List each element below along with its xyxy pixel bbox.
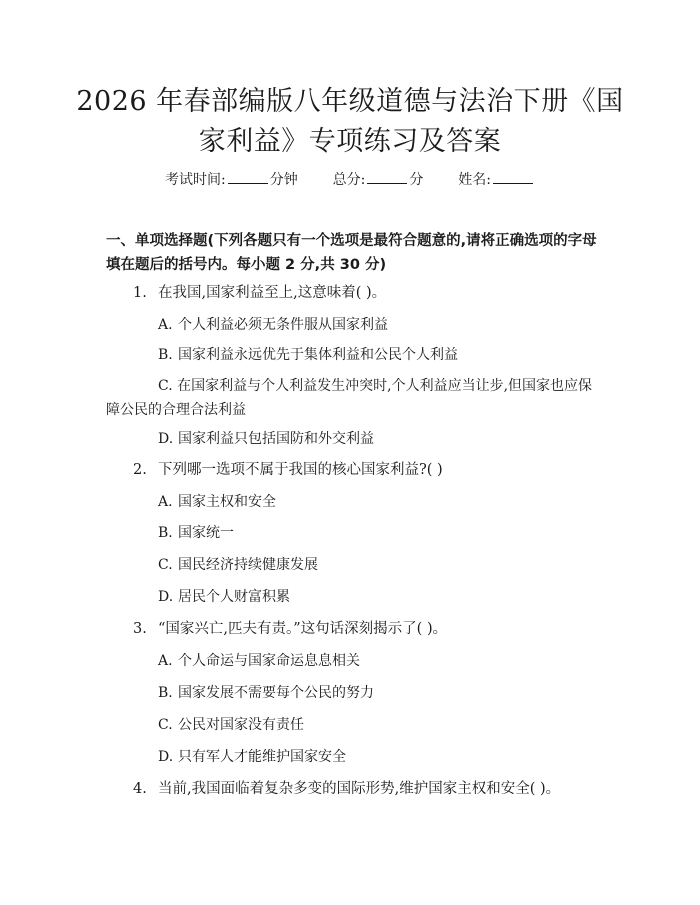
- option-3a: [158, 649, 360, 673]
- time-blank: [228, 169, 268, 184]
- option-text: 国家利益只包括国防和外交利益: [178, 431, 374, 447]
- question-number: 1.: [133, 285, 147, 301]
- option-2c: [158, 553, 318, 577]
- option-text: 国民经济持续健康发展: [178, 557, 318, 573]
- option-1a: [158, 313, 388, 337]
- option-2d: [158, 585, 290, 609]
- option-text: 国家统一: [178, 525, 234, 541]
- page-title-line-1: 2026 年春部编版八年级道德与法治下册《国: [76, 86, 624, 117]
- time-label: 考试时间:: [165, 172, 226, 188]
- option-letter: C.: [158, 378, 173, 394]
- question-text: 当前,我国面临着复杂多变的国际形势,维护国家主权和安全( )。: [158, 781, 561, 797]
- question-text: 下列哪一选项不属于我国的核心国家利益?( ): [158, 462, 443, 478]
- option-2b: [158, 521, 234, 545]
- section-heading: 一、单项选择题(下列各题只有一个选项是最符合题意的,请将正确选项的字母填在题后的括号内。每小题 2 分,共 30 分): [106, 233, 597, 273]
- option-3d: [158, 745, 346, 769]
- option-3c: [158, 713, 304, 737]
- question-text: 在我国,国家利益至上,这意味着( )。: [158, 285, 387, 301]
- option-letter: A.: [158, 653, 173, 669]
- option-letter: D.: [158, 589, 174, 605]
- option-letter: B.: [158, 347, 173, 363]
- question-text: “国家兴亡,匹夫有责。”这句话深刻揭示了( )。: [158, 621, 448, 637]
- option-1c: [106, 374, 600, 422]
- option-letter: C.: [158, 557, 173, 573]
- exam-meta: [0, 169, 700, 190]
- question-3: [133, 617, 447, 641]
- question-number: 4.: [133, 781, 147, 797]
- name-label: 姓名:: [458, 172, 491, 188]
- option-2a: [158, 490, 276, 514]
- option-letter: B.: [158, 685, 173, 701]
- time-unit: 分钟: [269, 172, 298, 188]
- question-2: [133, 458, 443, 482]
- option-letter: D.: [158, 431, 174, 447]
- question-4: [133, 777, 560, 801]
- question-number: 3.: [133, 621, 147, 637]
- option-letter: C.: [158, 717, 173, 733]
- option-text: 公民对国家没有责任: [178, 717, 304, 733]
- option-text: 国家利益永远优先于集体利益和公民个人利益: [178, 347, 458, 363]
- option-text: 在国家利益与个人利益发生冲突时,个人利益应当让步,但国家也应保障公民的合理合法利益: [106, 378, 593, 418]
- option-letter: D.: [158, 749, 174, 765]
- option-letter: B.: [158, 525, 173, 541]
- score-blank: [367, 169, 407, 184]
- question-number: 2.: [133, 462, 147, 478]
- option-3b: [158, 681, 374, 705]
- option-text: 国家发展不需要每个公民的努力: [178, 685, 374, 701]
- option-text: 只有军人才能维护国家安全: [178, 749, 346, 765]
- option-letter: A.: [158, 494, 173, 510]
- option-text: 国家主权和安全: [178, 494, 276, 510]
- option-1b: [158, 343, 458, 367]
- question-1: [133, 281, 386, 305]
- name-blank: [493, 169, 533, 184]
- page-title-line-2: 家利益》专项练习及答案: [198, 126, 502, 157]
- score-label: 总分:: [332, 172, 366, 188]
- option-1d: [158, 427, 374, 451]
- option-text: 个人命运与国家命运息息相关: [178, 653, 360, 669]
- option-letter: A.: [158, 317, 173, 333]
- option-text: 居民个人财富积累: [178, 589, 290, 605]
- score-unit: 分: [409, 172, 424, 188]
- option-text: 个人利益必须无条件服从国家利益: [178, 317, 388, 333]
